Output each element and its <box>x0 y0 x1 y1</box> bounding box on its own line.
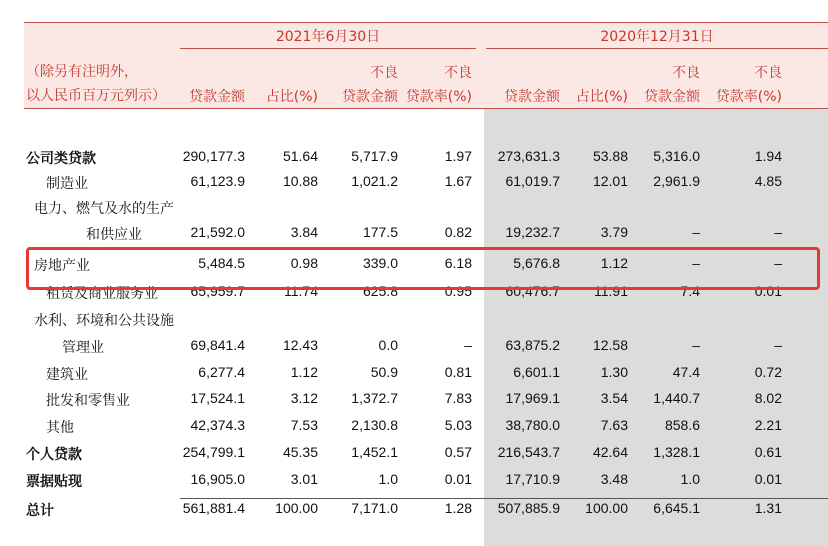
cell-value: 6,601.1 <box>513 364 560 380</box>
cell-value: 3.79 <box>600 224 628 240</box>
cell-value: 1.97 <box>444 148 472 164</box>
cell-value: 42,374.3 <box>190 417 245 433</box>
cell-value: 1,328.1 <box>653 444 700 460</box>
cell-value: 254,799.1 <box>182 444 245 460</box>
row-label: 制造业 <box>46 176 88 192</box>
column-header-7: 不良 <box>754 65 782 81</box>
real-estate-highlight-box <box>26 247 820 290</box>
row-label: 总计 <box>26 503 54 519</box>
cell-value: 47.4 <box>672 364 700 380</box>
cell-value: 5,484.5 <box>198 255 245 271</box>
row-label: 电力、燃气及水的生产 <box>34 201 174 217</box>
column-header-line2-3: 贷款率(%) <box>405 89 472 105</box>
cell-value: 12.58 <box>592 337 628 353</box>
cell-value: 61,019.7 <box>505 173 560 189</box>
column-header-line2-7: 贷款率(%) <box>715 89 782 105</box>
cell-value: 1.12 <box>600 255 628 271</box>
cell-value: 45.35 <box>282 444 318 460</box>
row-label: 票据贴现 <box>26 474 82 490</box>
cell-value: 1.31 <box>754 500 782 516</box>
column-header-1: 占比(%) <box>265 89 318 105</box>
cell-value: 273,631.3 <box>497 148 560 164</box>
header-rule-2021 <box>180 48 476 49</box>
cell-value: 3.54 <box>600 390 628 406</box>
row-label: 其他 <box>46 420 74 436</box>
cell-value: 0.95 <box>444 283 472 299</box>
header-top-rule <box>24 22 828 23</box>
total-rule <box>180 498 828 499</box>
cell-value: 12.43 <box>282 337 318 353</box>
row-label: 和供应业 <box>86 227 142 243</box>
cell-value: 507,885.9 <box>497 500 560 516</box>
cell-value: 339.0 <box>362 255 398 271</box>
row-label: 建筑业 <box>46 367 88 383</box>
column-header-5: 占比(%) <box>575 89 628 105</box>
cell-value: 7.83 <box>444 390 472 406</box>
cell-value: 0.61 <box>754 444 782 460</box>
cell-value: 216,543.7 <box>497 444 560 460</box>
cell-value: 2,961.9 <box>653 173 700 189</box>
cell-value: 2,130.8 <box>351 417 398 433</box>
cell-value: 4.85 <box>754 173 782 189</box>
row-label: 管理业 <box>62 340 104 356</box>
cell-value: 65,959.7 <box>190 283 245 299</box>
cell-value: 5,316.0 <box>653 148 700 164</box>
cell-value: 61,123.9 <box>190 173 245 189</box>
cell-value: 17,524.1 <box>190 390 245 406</box>
cell-value: 0.72 <box>754 364 782 380</box>
column-header-4: 贷款金额 <box>504 89 560 105</box>
cell-value: 6,645.1 <box>653 500 700 516</box>
cell-value: 7.53 <box>290 417 318 433</box>
cell-value: 10.88 <box>282 173 318 189</box>
cell-value: 38,780.0 <box>505 417 560 433</box>
column-header-6: 不良 <box>672 65 700 81</box>
cell-value: 0.0 <box>378 337 398 353</box>
cell-value: 19,232.7 <box>505 224 560 240</box>
cell-value: 60,476.7 <box>505 283 560 299</box>
cell-value: – <box>692 337 700 353</box>
cell-value: 6,277.4 <box>198 364 245 380</box>
cell-value: 2.21 <box>754 417 782 433</box>
unit-note-line1: （除另有注明外， <box>26 64 138 80</box>
column-header-3: 不良 <box>444 65 472 81</box>
cell-value: – <box>692 255 700 271</box>
cell-value: 1.67 <box>444 173 472 189</box>
cell-value: 5,676.8 <box>513 255 560 271</box>
cell-value: 1,440.7 <box>653 390 700 406</box>
cell-value: 1.30 <box>600 364 628 380</box>
row-label: 房地产业 <box>34 258 90 274</box>
cell-value: 0.01 <box>754 471 782 487</box>
row-label: 水利、环境和公共设施 <box>34 313 174 329</box>
cell-value: 858.6 <box>664 417 700 433</box>
cell-value: – <box>774 255 782 271</box>
cell-value: 290,177.3 <box>182 148 245 164</box>
cell-value: 12.01 <box>592 173 628 189</box>
cell-value: 1.0 <box>680 471 700 487</box>
cell-value: 0.57 <box>444 444 472 460</box>
cell-value: – <box>464 337 472 353</box>
cell-value: 0.82 <box>444 224 472 240</box>
cell-value: 1,372.7 <box>351 390 398 406</box>
cell-value: 50.9 <box>370 364 398 380</box>
cell-value: 69,841.4 <box>190 337 245 353</box>
cell-value: 3.84 <box>290 224 318 240</box>
cell-value: 42.64 <box>592 444 628 460</box>
cell-value: 1,452.1 <box>351 444 398 460</box>
cell-value: 3.12 <box>290 390 318 406</box>
column-header-line2-2: 贷款金额 <box>342 89 398 105</box>
cell-value: 51.64 <box>282 148 318 164</box>
cell-value: 1,021.2 <box>351 173 398 189</box>
cell-value: 1.0 <box>378 471 398 487</box>
cell-value: 1.28 <box>444 500 472 516</box>
cell-value: 3.48 <box>600 471 628 487</box>
cell-value: 16,905.0 <box>190 471 245 487</box>
period-2021-heading: 2021年6月30日 <box>275 29 381 45</box>
cell-value: – <box>774 337 782 353</box>
period-2020-heading: 2020年12月31日 <box>600 29 714 45</box>
cell-value: 0.01 <box>754 283 782 299</box>
header-rule-2020 <box>486 48 828 49</box>
cell-value: 5,717.9 <box>351 148 398 164</box>
cell-value: 11.74 <box>284 283 318 299</box>
cell-value: 1.12 <box>290 364 318 380</box>
cell-value: 100.00 <box>275 500 318 516</box>
cell-value: 53.88 <box>592 148 628 164</box>
cell-value: – <box>774 224 782 240</box>
cell-value: 100.00 <box>585 500 628 516</box>
column-header-2: 不良 <box>370 65 398 81</box>
cell-value: – <box>692 224 700 240</box>
cell-value: 11.91 <box>594 283 628 299</box>
cell-value: 17,969.1 <box>505 390 560 406</box>
header-bottom-rule <box>24 108 828 109</box>
cell-value: 561,881.4 <box>182 500 245 516</box>
cell-value: 0.98 <box>290 255 318 271</box>
row-label: 批发和零售业 <box>46 393 130 409</box>
cell-value: 7,171.0 <box>351 500 398 516</box>
unit-note-line2: 以人民币百万元列示） <box>26 88 166 104</box>
cell-value: 3.01 <box>290 471 318 487</box>
cell-value: 6.18 <box>444 255 472 271</box>
cell-value: 17,710.9 <box>505 471 560 487</box>
cell-value: 7.4 <box>680 283 700 299</box>
row-label: 个人贷款 <box>26 447 82 463</box>
cell-value: 8.02 <box>754 390 782 406</box>
cell-value: 5.03 <box>444 417 472 433</box>
row-label: 公司类贷款 <box>26 151 96 167</box>
cell-value: 21,592.0 <box>190 224 245 240</box>
row-label: 租赁及商业服务业 <box>46 286 158 302</box>
cell-value: 625.8 <box>362 283 398 299</box>
cell-value: 7.63 <box>600 417 628 433</box>
cell-value: 1.94 <box>754 148 782 164</box>
cell-value: 0.81 <box>444 364 472 380</box>
cell-value: 0.01 <box>444 471 472 487</box>
column-header-0: 贷款金额 <box>189 89 245 105</box>
column-header-line2-6: 贷款金额 <box>644 89 700 105</box>
cell-value: 63,875.2 <box>505 337 560 353</box>
cell-value: 177.5 <box>362 224 398 240</box>
